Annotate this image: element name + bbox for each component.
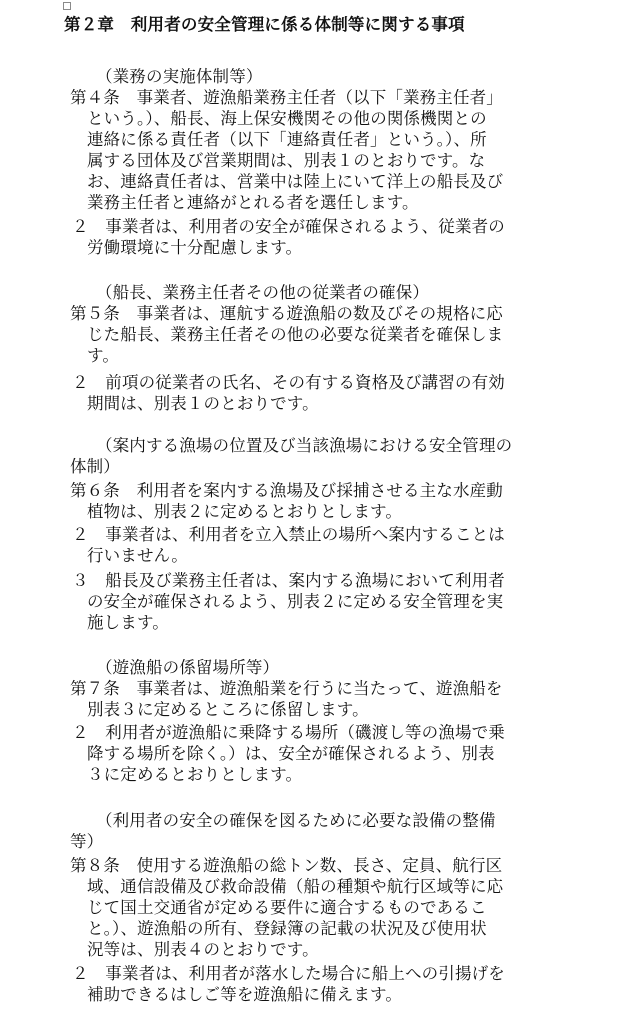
- article-8-para-2-line: 補助できるはしご等を遊漁船に備えます。: [87, 985, 403, 1004]
- article-4-line: 連絡に係る責任者（以下「連絡責任者」という。）、所: [87, 130, 487, 149]
- article-7-para-2-line: ３に定めるとおりとします。: [87, 765, 303, 784]
- article-6-line: 植物は、別表２に定めるとおりとします。: [87, 502, 403, 521]
- article-6-para-3-line: ３ 船長及び業務主任者は、案内する漁場において利用者: [72, 571, 505, 590]
- article-8-line: と。）、遊漁船の所有、登録簿の記載の状況及び使用状: [87, 919, 487, 938]
- article-4-line: という。）、船長、海上保安機関その他の関係機関との: [87, 109, 487, 128]
- article-8-line: 域、通信設備及び救命設備（船の種類や航行区域等に応: [87, 877, 504, 896]
- article-8-line: じて国土交通省が定める要件に適合するものであるこ: [87, 898, 487, 917]
- article-8-para-2-line: ２ 事業者は、利用者が落水した場合に船上への引揚げを: [72, 964, 505, 983]
- article-5-para-2-line: ２ 前項の従業者の氏名、その有する資格及び講習の有効: [72, 373, 505, 392]
- article-4-para-2-line: ２ 事業者は、利用者の安全が確保されるよう、従業者の: [72, 217, 505, 236]
- article-5-line: じた船長、業務主任者その他の必要な従業者を確保しま: [87, 325, 504, 344]
- chapter-title: 第２章 利用者の安全管理に係る体制等に関する事項: [64, 15, 465, 34]
- heading-article-8: （利用者の安全の確保を図るために必要な設備の整備: [96, 811, 496, 830]
- article-7-line: 第７条 事業者は、遊漁船業を行うに当たって、遊漁船を: [70, 679, 503, 698]
- article-6-para-3-line: 施します。: [87, 613, 169, 632]
- article-4-para-2-line: 労働環境に十分配慮します。: [87, 238, 303, 257]
- article-6-para-3-line: の安全が確保されるよう、別表２に定める安全管理を実: [87, 592, 504, 611]
- article-7-para-2-line: ２ 利用者が遊漁船に乗降する場所（磯渡し等の漁場で乗: [72, 723, 505, 742]
- heading-article-4: （業務の実施体制等）: [96, 67, 263, 86]
- article-5-line: す。: [87, 346, 119, 365]
- heading-article-6: （案内する漁場の位置及び当該漁場における安全管理の: [96, 436, 513, 455]
- article-6-para-2-line: ２ 事業者は、利用者を立入禁止の場所へ案内することは: [72, 525, 505, 544]
- article-5-para-2-line: 期間は、別表１のとおりです。: [87, 394, 319, 413]
- heading-article-7: （遊漁船の係留場所等）: [96, 658, 280, 677]
- article-8-line: 況等は、別表４のとおりです。: [87, 940, 319, 959]
- heading-article-5: （船長、業務主任者その他の従業者の確保）: [96, 283, 429, 302]
- article-7-line: 別表３に定めるところに係留します。: [87, 700, 369, 719]
- article-4-line: 属する団体及び営業期間は、別表１のとおりです。な: [87, 151, 486, 170]
- article-6-para-2-line: 行いません。: [87, 546, 188, 565]
- heading-article-8: 等）: [70, 832, 104, 851]
- article-4-line: 業務主任者と連絡がとれる者を選任します。: [87, 193, 419, 212]
- heading-article-6: 体制）: [70, 457, 120, 476]
- article-8-line: 第８条 使用する遊漁船の総トン数、長さ、定員、航行区: [70, 856, 503, 875]
- article-7-para-2-line: 降する場所を除く。）は、安全が確保されるよう、別表: [87, 744, 495, 763]
- article-4-line: お、連絡責任者は、営業中は陸上にいて洋上の船長及び: [87, 172, 504, 191]
- article-5-line: 第５条 事業者は、運航する遊漁船の数及びその規格に応: [70, 304, 503, 323]
- article-6-line: 第６条 利用者を案内する漁場及び採捕させる主な水産動: [70, 481, 503, 500]
- article-4-line: 第４条 事業者、遊漁船業務主任者（以下「業務主任者」: [70, 88, 503, 107]
